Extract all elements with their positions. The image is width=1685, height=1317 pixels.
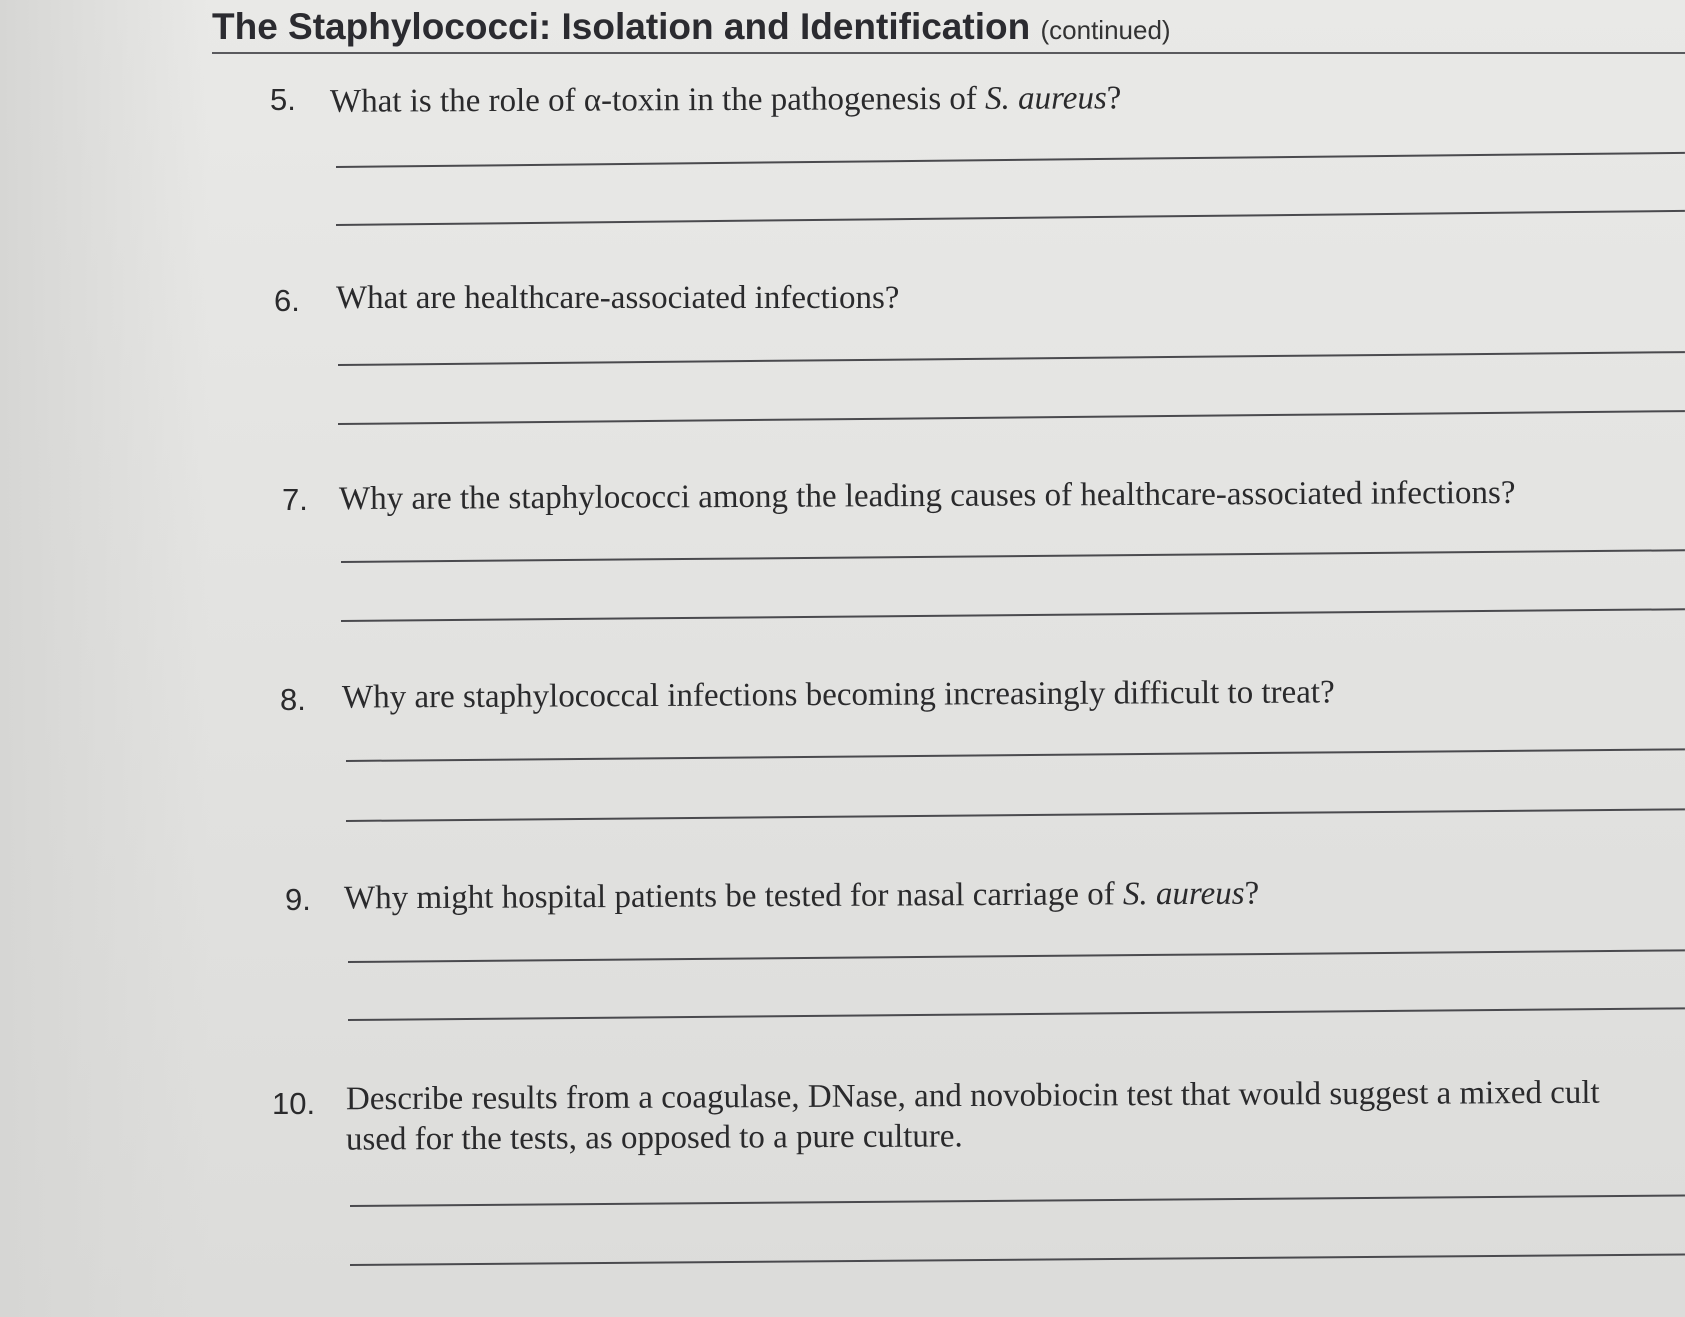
title-text: The Staphylococci: Isolation and Identification bbox=[212, 6, 1031, 47]
question-9-suffix: ? bbox=[1244, 875, 1260, 912]
page-title bbox=[212, 6, 1171, 48]
question-10-line-1: Describe results from a coagulase, DNase, and novobiocin test that would suggest a mixed cult bbox=[345, 1074, 1600, 1118]
question-9-italic: S. aureus bbox=[1122, 875, 1245, 913]
page-shadow bbox=[0, 0, 210, 1317]
answer-line-10b[interactable] bbox=[350, 1254, 1685, 1266]
answer-line-5b[interactable] bbox=[336, 210, 1685, 226]
question-5-prefix: What is the role of α-toxin in the pathogenesis of bbox=[329, 80, 986, 120]
question-5-italic: S. aureus bbox=[985, 80, 1107, 117]
answer-line-8b[interactable] bbox=[346, 808, 1685, 822]
answer-line-7b[interactable] bbox=[341, 608, 1685, 622]
question-5-text bbox=[330, 78, 1122, 121]
question-10-line-2: used for the tests, as opposed to a pure culture. bbox=[345, 1118, 963, 1158]
answer-line-7a[interactable] bbox=[341, 549, 1685, 563]
question-6-number: 6. bbox=[274, 283, 300, 318]
answer-line-6a[interactable] bbox=[338, 351, 1685, 366]
answer-line-9a[interactable] bbox=[348, 949, 1685, 963]
answer-line-9b[interactable] bbox=[348, 1007, 1685, 1021]
page-header bbox=[212, 4, 1685, 54]
question-7-number: 7. bbox=[282, 482, 308, 517]
question-8-text: Why are staphylococcal infections becoming increasingly difficult to treat? bbox=[341, 674, 1335, 716]
question-9-text bbox=[344, 874, 1259, 919]
question-6-text: What are healthcare-associated infections? bbox=[336, 280, 900, 316]
answer-line-6b[interactable] bbox=[338, 410, 1685, 425]
answer-line-5a[interactable] bbox=[336, 152, 1685, 168]
title-subtitle: (continued) bbox=[1040, 15, 1171, 45]
question-7-text: Why are the staphylococci among the leading causes of healthcare-associated infections? bbox=[338, 474, 1516, 518]
question-9-prefix: Why might hospital patients be tested for nasal carriage of bbox=[343, 876, 1124, 917]
question-5-suffix: ? bbox=[1106, 80, 1122, 117]
question-8-number: 8. bbox=[280, 682, 306, 717]
question-9-number: 9. bbox=[285, 882, 311, 917]
question-5-number: 5. bbox=[270, 82, 296, 117]
answer-line-10a[interactable] bbox=[350, 1195, 1685, 1207]
question-10-number: 10. bbox=[272, 1086, 316, 1121]
answer-line-8a[interactable] bbox=[346, 748, 1685, 762]
